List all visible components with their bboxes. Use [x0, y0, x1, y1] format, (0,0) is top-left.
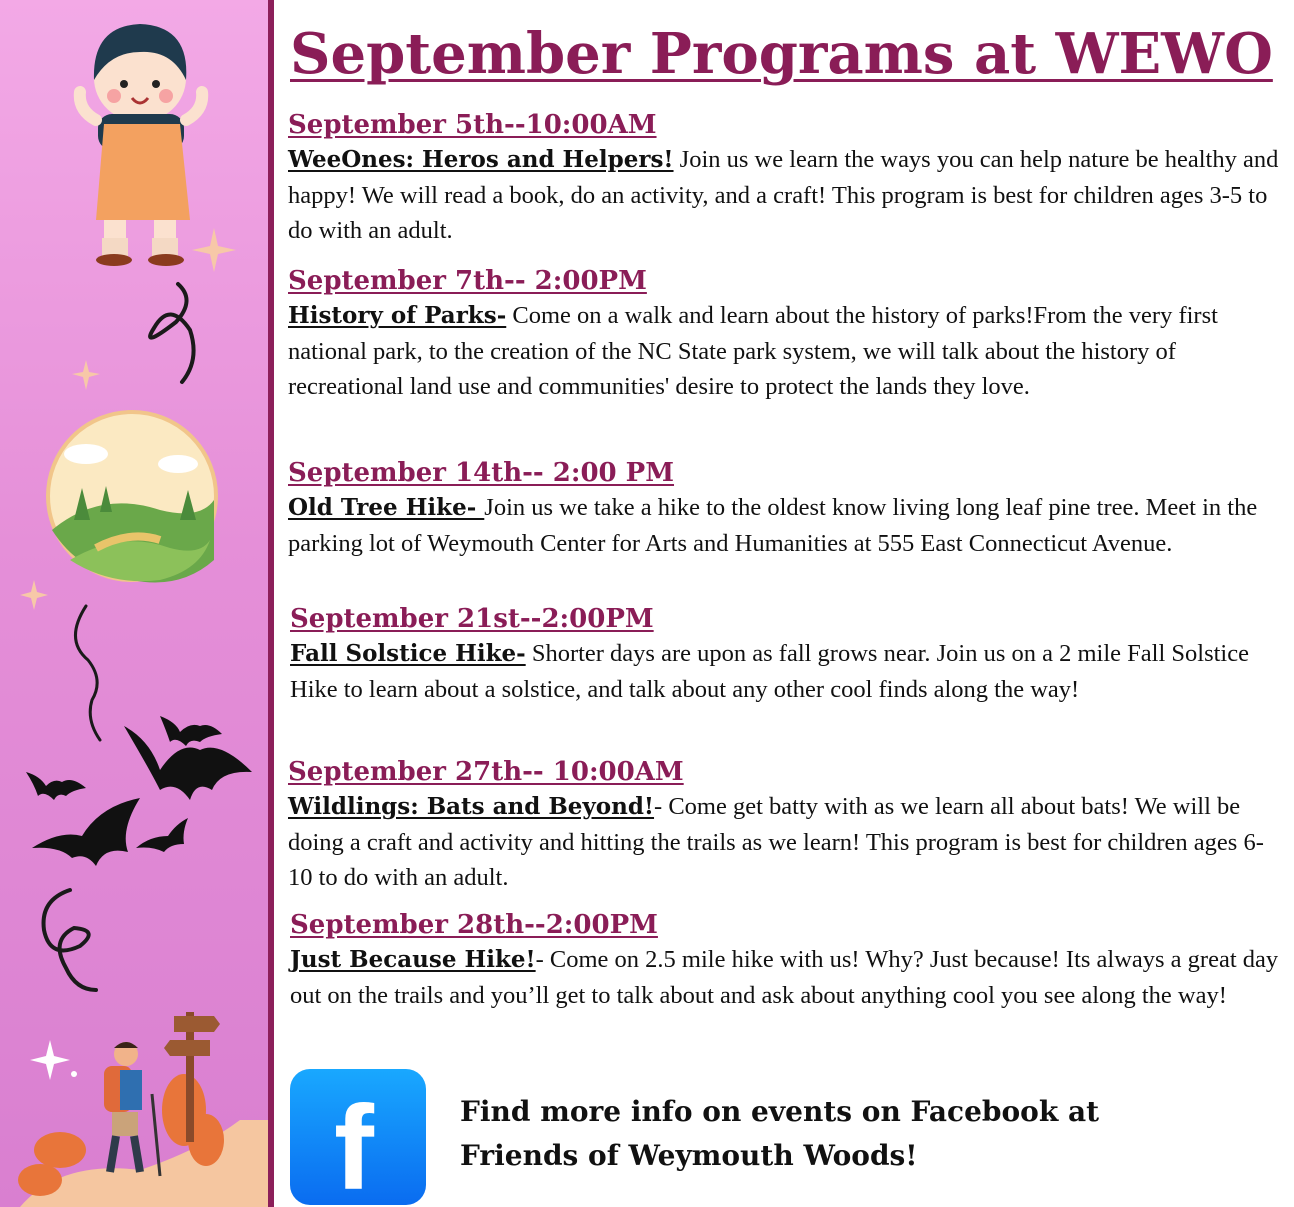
footer-line-2: Friends of Weymouth Woods!	[460, 1139, 918, 1172]
event-item	[290, 602, 1282, 707]
event-date: September 21st--2:00PM	[290, 604, 654, 634]
event-date: September 7th-- 2:00PM	[288, 266, 647, 296]
program-name: Wildlings: Bats and Beyond!	[288, 793, 655, 820]
event-description: - Come on 2.5 mile hike with us! Why? Just because! Its always a great day out on the trails and you’ll get to talk about and ask about anything cool you see along the way!	[290, 946, 1279, 1009]
footer-line-1: Find more info on events on Facebook at	[460, 1095, 1100, 1128]
hiker-illustration	[18, 1012, 268, 1207]
event-item	[288, 456, 1280, 561]
event-description: Come on a walk and learn about the history of parks!From the very first national park, to the creation of the NC State park system, we will talk about the history of recreational land use and communities' desire to protect the lands they love.	[288, 302, 1218, 400]
event-description: - Come get batty with as we learn all about bats! We will be doing a craft and activity and hitting the trails as we learn! This program is best for children ages 6-10 to do with an adult.	[288, 793, 1264, 891]
bat-icon	[26, 716, 252, 866]
event-description: Join us we learn the ways you can help nature be healthy and happy! We will read a book, do an activity, and a craft! This program is best for children ages 3-5 to do with an adult.	[288, 146, 1279, 244]
event-date: September 5th--10:00AM	[288, 110, 657, 140]
event-description-block	[288, 142, 1280, 249]
event-date: September 28th--2:00PM	[290, 910, 658, 940]
facebook-logo-letter: f	[334, 1081, 374, 1205]
swirl-icon	[150, 284, 193, 382]
event-item	[288, 108, 1280, 249]
event-item	[290, 908, 1282, 1013]
facebook-note	[460, 1090, 1260, 1178]
program-name: Old Tree Hike-	[288, 494, 485, 521]
event-date: September 27th-- 10:00AM	[288, 757, 684, 787]
event-description: Join us we take a hike to the oldest know living long leaf pine tree. Meet in the parking lot of Weymouth Center for Arts and Humanities at 555 East Connecticut Avenue.	[288, 494, 1258, 557]
decorative-sidebar	[0, 0, 268, 1207]
event-description: Shorter days are upon as fall grows near. Join us on a 2 mile Fall Solstice Hike to learn about a solstice, and talk about any other cool finds along the way!	[290, 640, 1249, 703]
event-description-block	[288, 789, 1280, 896]
event-item	[288, 755, 1280, 896]
landscape-illustration	[48, 412, 216, 583]
event-item	[288, 264, 1280, 405]
facebook-logo[interactable]	[290, 1069, 426, 1205]
event-description-block	[290, 636, 1282, 707]
swirl-icon	[44, 890, 96, 990]
sparkle-icon	[30, 1040, 77, 1080]
program-name: Just Because Hike!	[290, 946, 536, 973]
page-title: September Programs at WEWO	[290, 21, 1273, 87]
program-name: WeeOnes: Heros and Helpers!	[288, 146, 674, 173]
child-illustration	[80, 24, 202, 266]
program-name: Fall Solstice Hike-	[290, 640, 526, 667]
sidebar-divider	[268, 0, 274, 1207]
event-description-block	[288, 490, 1280, 561]
swirl-icon	[75, 606, 100, 740]
event-date: September 14th-- 2:00 PM	[288, 458, 675, 488]
program-name: History of Parks-	[288, 302, 507, 329]
event-description-block	[290, 942, 1282, 1013]
event-description-block	[288, 298, 1280, 405]
